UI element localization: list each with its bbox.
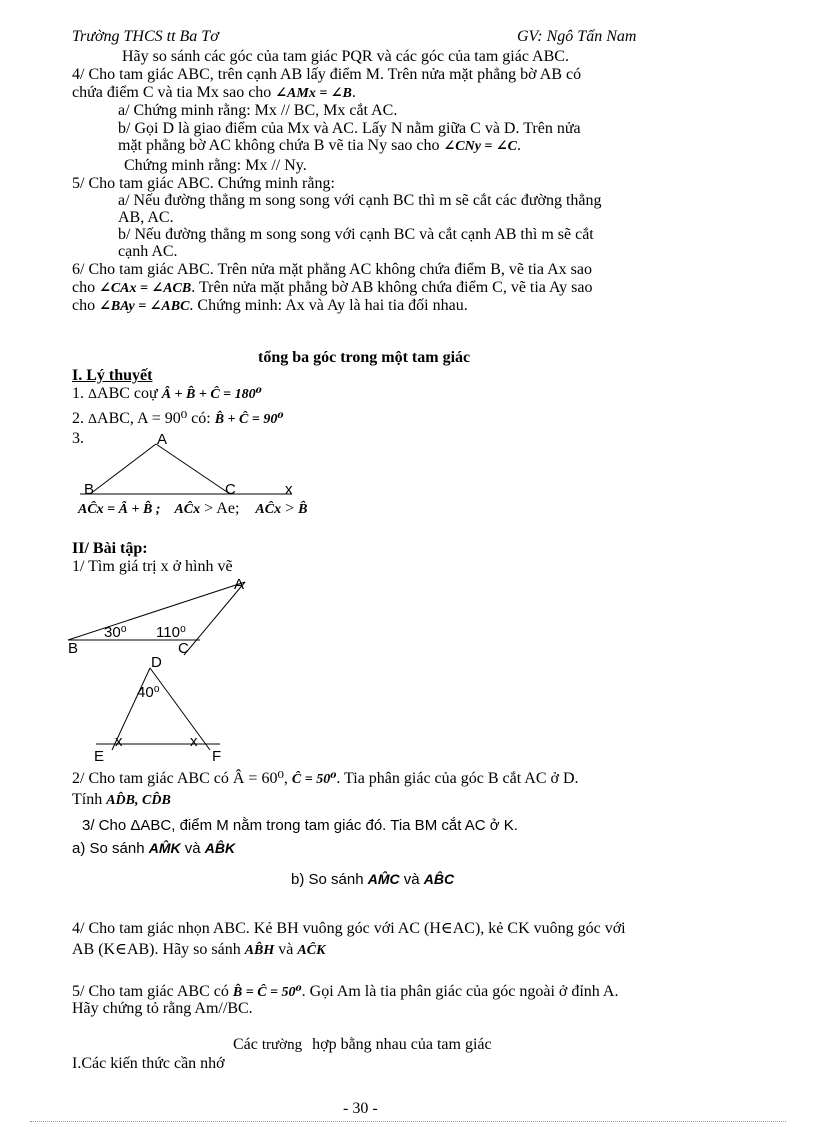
theory-2: 2. ΔABC, A = 90⁰ có: B̂ + Ĉ = 90⁰ — [72, 410, 284, 427]
fig3-label-x: x — [285, 481, 293, 498]
theory-1: 1. ΔABC coự Â + B̂ + Ĉ = 180⁰ — [72, 385, 262, 402]
prev-6c: cho ∠BAy = ∠ABC. Chứng minh: Ax và Ay là hai tia đối nhau. — [72, 297, 468, 314]
theory-3: 3. — [72, 430, 84, 447]
fig1-angle-110: 110⁰ — [156, 624, 186, 641]
section-title: tổng ba góc trong một tam giác — [258, 349, 471, 366]
figure-exterior-angle — [80, 444, 292, 494]
next-subtitle: I.Các kiến thức cần nhớ — [72, 1055, 225, 1072]
formula-cny: ∠CNy = ∠C — [443, 139, 517, 154]
theory-heading: I. Lý thuyết — [72, 367, 153, 384]
footer-divider — [30, 1121, 786, 1122]
header-teacher: GV: Ngô Tấn Nam — [517, 28, 637, 45]
prev-5-b2: cạnh AC. — [118, 243, 178, 260]
prev-5-a2: AB, AC. — [118, 209, 174, 226]
exercise-3: 3/ Cho ΔABC, điểm M nằm trong tam giác đó. Tia BM cắt AC ở K. — [82, 817, 518, 834]
fig1-label-b: B — [68, 640, 79, 657]
exercises-heading: II/ Bài tập: — [72, 540, 148, 557]
prev-4-ib1: b/ Gọi D là giao điểm của Mx và AC. Lấy N nằm giữa C và D. Trên nửa — [118, 120, 581, 137]
formula-c-50: Ĉ = 50⁰ — [291, 772, 337, 787]
fig2-label-e: E — [94, 748, 105, 765]
fig2-label-x2: x — [190, 733, 198, 750]
prev-line-1: Hãy so sánh các góc của tam giác PQR và các góc của tam giác ABC. — [122, 48, 569, 65]
next-section-title: Các trường hợp bằng nhau của tam giác — [233, 1036, 492, 1053]
fig1-label-c: C — [178, 640, 189, 657]
prev-5: 5/ Cho tam giác ABC. Chứng minh rằng: — [72, 175, 335, 192]
fig2-label-d: D — [151, 654, 162, 671]
formula-adb-cdb: AD̂B, CD̂B — [106, 793, 171, 808]
fig3-side-ba — [90, 444, 156, 494]
exercise-5a: 5/ Cho tam giác ABC có B̂ = Ĉ = 50⁰. Gọi Am là tia phân giác của góc ngoài ở đỉnh A. — [72, 983, 619, 1000]
formula-sum-90: B̂ + Ĉ = 90⁰ — [214, 412, 284, 427]
exercise-4b: AB (K∈AB). Hãy so sánh AB̂H và AĈK — [72, 941, 326, 958]
fig3-side-ac — [156, 444, 230, 494]
prev-6b: cho ∠CAx = ∠ACB. Trên nửa mặt phẳng bờ AB không chứa điểm C, vẽ tia Ay sao — [72, 279, 593, 296]
exercise-2b: Tính AD̂B, CD̂B — [72, 791, 171, 808]
fig2-label-f: F — [212, 748, 222, 765]
fig2-side-df — [150, 668, 210, 750]
prev-5-a1: a/ Nếu đường thẳng m song song với cạnh BC thì m sẽ cắt các đường thẳng — [118, 192, 602, 209]
exercise-3b: b) So sánh AM̂C và AB̂C — [291, 871, 455, 888]
exterior-angle-rules: AĈx = Â + B̂ ; AĈx > Ae; AĈx > B̂ — [78, 500, 308, 517]
triangle-symbol: Δ — [88, 387, 98, 402]
formula-sum-180: Â + B̂ + Ĉ = 180⁰ — [161, 387, 262, 402]
exercise-2a: 2/ Cho tam giác ABC có Â = 60⁰, Ĉ = 50⁰. Tia phân giác của góc B cắt AC ở D. — [72, 770, 579, 787]
fig2-angle-40: 40⁰ — [137, 684, 160, 701]
exercise-5b: Hãy chứng tỏ rằng Am//BC. — [72, 1000, 253, 1017]
triangle-symbol: Δ — [130, 817, 141, 834]
formula-bay: ∠BAy = ∠ABC — [99, 299, 190, 314]
fig2-label-x1: x — [115, 733, 123, 750]
fig1-label-a: A — [234, 576, 245, 593]
prev-4a: 4/ Cho tam giác ABC, trên cạnh AB lấy điểm M. Trên nửa mặt phẳng bờ AB có — [72, 66, 582, 83]
prev-6a: 6/ Cho tam giác ABC. Trên nửa mặt phẳng AC không chứa điểm B, vẽ tia Ax sao — [72, 261, 592, 278]
exercise-4a: 4/ Cho tam giác nhọn ABC. Kẻ BH vuông góc với AC (H∈AC), kẻ CK vuông góc với — [72, 920, 626, 937]
header-school: Trường THCS tt Ba Tơ — [72, 28, 219, 45]
prev-4-ib3: Chứng minh rằng: Mx // Ny. — [124, 157, 307, 174]
fig3-label-a: A — [157, 431, 168, 448]
page-number: - 30 - — [343, 1100, 378, 1117]
prev-5-b1: b/ Nếu đường thẳng m song song với cạnh BC và cắt cạnh AB thì m sẽ cắt — [118, 226, 594, 243]
prev-4-ib2: mặt phẳng bờ AC không chứa B vẽ tia Ny sao cho ∠CNy = ∠C. — [118, 137, 521, 154]
exercise-3a: a) So sánh AM̂K và AB̂K — [72, 840, 236, 857]
prev-4-ia: a/ Chứng minh rằng: Mx // BC, Mx cắt AC. — [118, 102, 398, 119]
formula-cax: ∠CAx = ∠ACB — [99, 281, 192, 296]
exercise-1: 1/ Tìm giá trị x ở hình vẽ — [72, 558, 233, 575]
prev-4b: chứa điểm C và tia Mx sao cho ∠AMx = ∠B. — [72, 84, 356, 101]
figure-1 — [68, 582, 245, 655]
formula-amx: ∠AMx = ∠B — [275, 86, 352, 101]
fig3-label-b: B — [84, 481, 95, 498]
triangle-symbol: Δ — [88, 412, 98, 427]
fig1-angle-30: 30⁰ — [104, 624, 127, 641]
fig3-label-c: C — [225, 481, 236, 498]
